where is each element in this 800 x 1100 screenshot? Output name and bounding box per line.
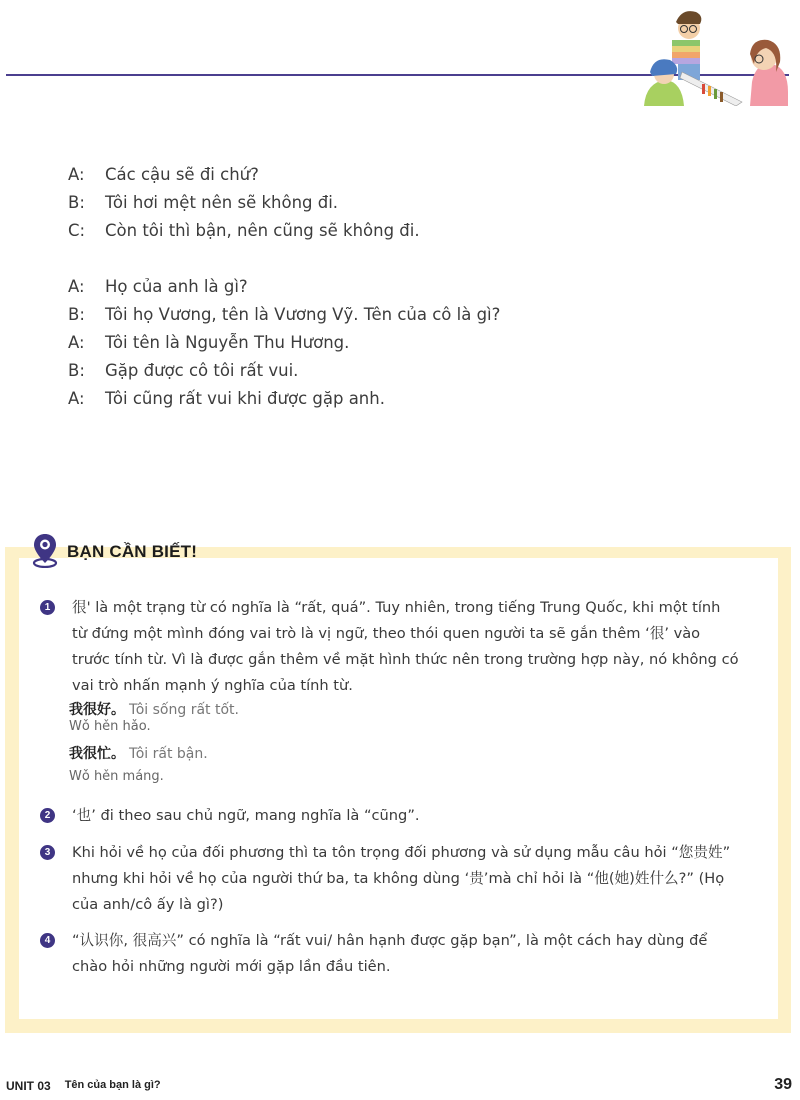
example-chinese: 我很好。	[69, 702, 125, 718]
note-title: BẠN CẦN BIẾT!	[67, 542, 198, 561]
speaker: B:	[68, 304, 85, 324]
note-item-4	[40, 928, 740, 980]
line-text: Gặp được cô tôi rất vui.	[105, 360, 299, 380]
note-item-2	[40, 803, 740, 829]
dialogue-line	[68, 328, 500, 356]
unit-title: Tên của bạn là gì?	[64, 1079, 161, 1091]
note-item-1	[40, 595, 740, 699]
number-badge: 4	[40, 933, 55, 948]
dialogue-line	[68, 356, 500, 384]
line-text: Còn tôi thì bận, nên cũng sẽ không đi.	[105, 220, 420, 240]
line-text: Tôi tên là Nguyễn Thu Hương.	[105, 332, 350, 352]
note-header	[32, 532, 197, 568]
number-badge: 3	[40, 845, 55, 860]
speaker: C:	[68, 220, 86, 240]
dialogue-1	[68, 160, 420, 244]
number-badge: 2	[40, 808, 55, 823]
line-text: Tôi cũng rất vui khi được gặp anh.	[105, 388, 385, 408]
line-text: Các cậu sẽ đi chứ?	[105, 164, 259, 184]
dialogue-2	[68, 272, 500, 412]
unit-label: UNIT 03	[6, 1079, 51, 1093]
speaker: B:	[68, 360, 85, 380]
speaker: B:	[68, 192, 85, 212]
speaker: A:	[68, 276, 85, 296]
example-pinyin: Wǒ hěn máng.	[69, 769, 164, 784]
note-item-3	[40, 840, 740, 918]
dialogue-line	[68, 160, 420, 188]
dialogue-line	[68, 384, 500, 412]
note-item-text: ‘也’ đi theo sau chủ ngữ, mang nghĩa là “cũng”.	[72, 807, 420, 824]
example-chinese: 我很忙。	[69, 746, 125, 762]
example-1	[69, 699, 239, 734]
line-text: Tôi hơi mệt nên sẽ không đi.	[105, 192, 339, 212]
dialogue-line	[68, 272, 500, 300]
location-pin-icon	[32, 532, 58, 568]
speaker: A:	[68, 388, 85, 408]
page-number: 39	[774, 1076, 792, 1093]
dialogue-line	[68, 216, 420, 244]
line-text: Họ của anh là gì?	[105, 276, 248, 296]
note-item-text: 很' là một trạng từ có nghĩa là “rất, quá”. Tuy nhiên, trong tiếng Trung Quốc, khi một tính từ đứng một mình đóng vai trò là vị ngữ, theo thói quen người ta sẽ gắn thêm ‘很’ vào trước tính từ. Vì là được gắn thêm về mặt hình thức nên trong trường hợp này, nó không có vai trò nhấn mạnh ý nghĩa của tính từ.	[72, 599, 739, 694]
note-item-text: “认识你, 很高兴” có nghĩa là “rất vui/ hân hạnh được gặp bạn”, là một cách hay dùng để chào hỏi những người mới gặp lần đầu tiên.	[72, 932, 708, 975]
example-2	[69, 743, 208, 784]
note-item-text: Khi hỏi về họ của đối phương thì ta tôn trọng đối phương và sử dụng mẫu câu hỏi “您贵姓” nhưng khi hỏi về họ của người thứ ba, ta không dùng ‘贵’mà chỉ hỏi là “他(她)姓什么?” (Họ của anh/cô ấy là gì?)	[72, 844, 731, 913]
example-pinyin: Wǒ hěn hǎo.	[69, 719, 151, 734]
speaker: A:	[68, 164, 85, 184]
dialogue-line	[68, 188, 420, 216]
speaker: A:	[68, 332, 85, 352]
example-translation: Tôi sống rất tốt.	[129, 702, 239, 718]
dialogue-line	[68, 300, 500, 328]
example-translation: Tôi rất bận.	[129, 746, 208, 762]
line-text: Tôi họ Vương, tên là Vương Vỹ. Tên của cô là gì?	[105, 304, 501, 324]
students-illustration-icon	[632, 2, 792, 106]
number-badge: 1	[40, 600, 55, 615]
page-footer	[6, 1079, 161, 1093]
